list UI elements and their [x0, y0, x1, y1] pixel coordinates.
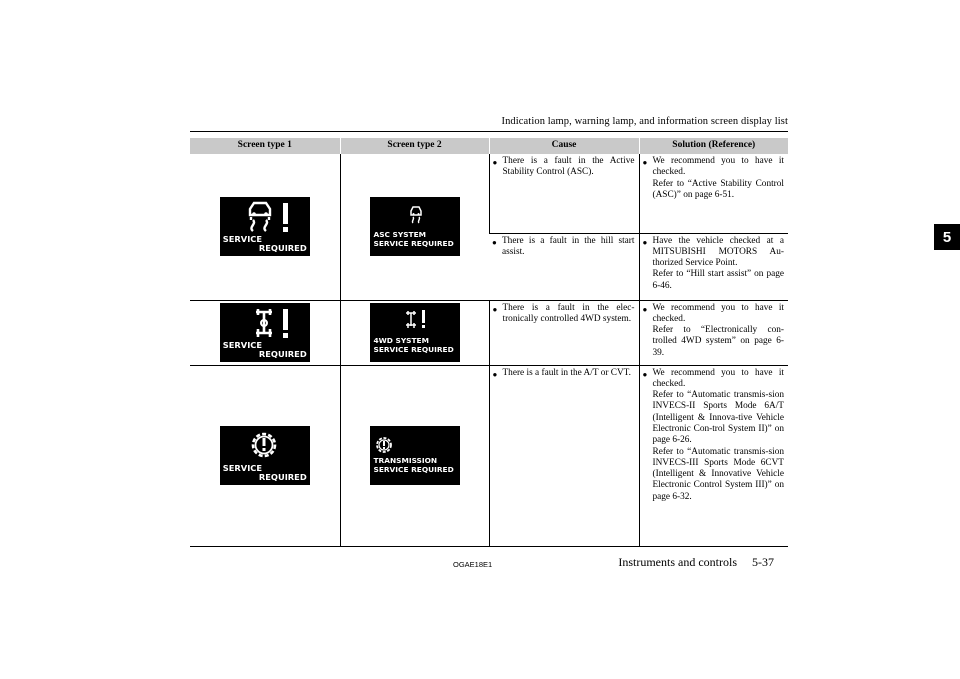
- screen-line-required: REQUIRED: [258, 349, 307, 359]
- asc-service-screen-type-1: [220, 197, 310, 256]
- footer-section: [618, 555, 774, 570]
- column-header-solution: Solution (Reference): [639, 138, 788, 154]
- solution-cell: [639, 154, 788, 233]
- solution-text: Have the vehicle checked at a MITSUBISHI MOTORS Au-thorized Service Point.: [652, 235, 784, 269]
- screen-line-required: REQUIRED: [258, 243, 307, 254]
- screen-line-service: SERVICE: [222, 340, 263, 350]
- screen-line-system: 4WD SYSTEM: [373, 336, 429, 345]
- display-list-table: [190, 138, 788, 547]
- bullet-icon: ●: [492, 304, 498, 314]
- screen-line-required: REQUIRED: [258, 472, 307, 482]
- screen-type-2-cell: [340, 300, 489, 365]
- transmission-service-screen-type-2: [370, 426, 460, 485]
- cause-cell: [489, 233, 639, 300]
- screen-line-service-required: SERVICE REQUIRED: [373, 465, 454, 474]
- 4wd-service-screen-type-1: [220, 303, 310, 362]
- asc-service-screen-type-2: [370, 197, 460, 256]
- transmission-service-screen-type-1: [220, 426, 310, 485]
- bullet-icon: ●: [492, 158, 498, 167]
- table-header-row: [190, 138, 788, 154]
- bullet-icon: ●: [642, 237, 648, 247]
- cause-text: There is a fault in the elec-tronically controlled 4WD system.: [502, 302, 635, 324]
- solution-cell: [639, 300, 788, 365]
- solution-text: We recommend you to have it checked.: [652, 302, 784, 324]
- document-code: OGAE18E1: [453, 560, 493, 569]
- solution-text: We recommend you to have it checked.: [652, 156, 784, 178]
- screen-type-1-cell: [190, 154, 340, 300]
- cause-cell: [489, 154, 639, 233]
- page-header-title: Indication lamp, warning lamp, and information screen display list: [501, 116, 788, 127]
- solution-cell: [639, 233, 788, 300]
- solution-reference: Refer to “Active Stability Control (ASC)” on page 6-51.: [652, 178, 784, 200]
- bullet-icon: ●: [492, 237, 497, 247]
- table-row: [190, 154, 788, 233]
- solution-reference: Refer to “Hill start assist” on page 6-46.: [652, 269, 784, 291]
- page-number: 5-37: [752, 555, 774, 569]
- screen-type-1-cell: [190, 300, 340, 365]
- solution-text: We recommend you to have it checked.: [652, 367, 784, 389]
- table-row: [190, 300, 788, 365]
- screen-line-system: TRANSMISSION: [373, 456, 438, 465]
- screen-type-2-cell: [340, 154, 489, 300]
- screen-line-service-required: SERVICE REQUIRED: [373, 345, 454, 354]
- screen-type-1-cell: [190, 365, 340, 546]
- solution-reference: Refer to “Electronically con-trolled 4WD system” on page 6-39.: [652, 325, 784, 358]
- bullet-icon: ●: [642, 304, 648, 314]
- 4wd-service-screen-type-2: [370, 303, 460, 362]
- cause-text: There is a fault in the hill start assist.: [502, 235, 635, 257]
- chapter-tab: 5: [934, 224, 960, 250]
- column-header-screen-type-2: Screen type 2: [340, 138, 489, 154]
- cause-text: There is a fault in the Active Stability Control (ASC).: [502, 156, 635, 178]
- screen-type-2-cell: [340, 365, 489, 546]
- solution-reference: Refer to “Automatic transmis-sion INVECS-II Sports Mode 6A/T (Intelligent & Innova-tive Vehicle Electronic Con-trol System II)” on page 6-26.: [652, 390, 784, 446]
- column-header-screen-type-1: Screen type 1: [190, 138, 340, 154]
- bullet-icon: ●: [492, 369, 498, 379]
- cause-cell: [489, 365, 639, 546]
- screen-line-service: SERVICE: [222, 234, 263, 245]
- column-header-cause: Cause: [489, 138, 639, 154]
- screen-line-service-required: SERVICE REQUIRED: [373, 239, 454, 249]
- cause-text: There is a fault in the A/T or CVT.: [502, 367, 631, 378]
- screen-line-service: SERVICE: [222, 463, 263, 473]
- cause-cell: [489, 300, 639, 365]
- section-name: Instruments and controls: [618, 555, 737, 569]
- screen-line-system: ASC SYSTEM: [373, 230, 426, 240]
- header-rule: [190, 131, 788, 132]
- bullet-icon: ●: [642, 369, 648, 379]
- bullet-icon: ●: [642, 158, 648, 167]
- solution-reference: Refer to “Automatic transmis-sion INVECS-III Sports Mode 6CVT (Intelligent & Innovative Vehicle Electronic Control System III)” on page 6-32.: [652, 446, 784, 502]
- solution-cell: [639, 365, 788, 546]
- table-row: [190, 365, 788, 546]
